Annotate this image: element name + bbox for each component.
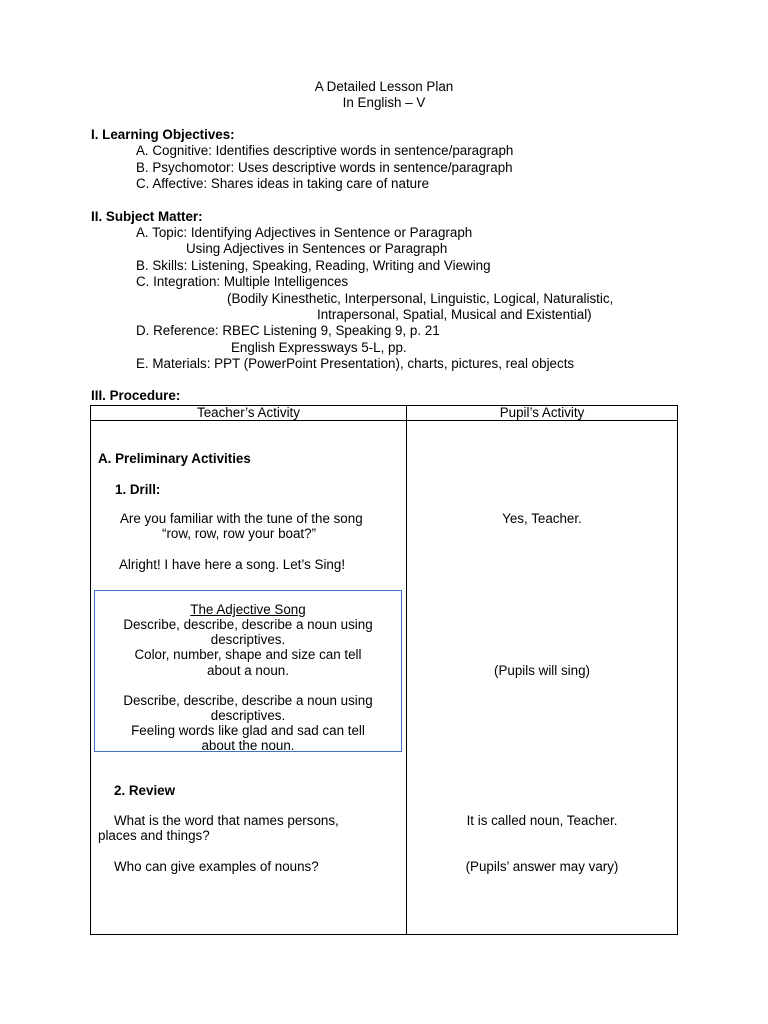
objective-affective: C. Affective: Shares ideas in taking care of nature bbox=[136, 176, 430, 191]
doc-title: A Detailed Lesson Plan bbox=[314, 79, 454, 94]
review-answer1: It is called noun, Teacher. bbox=[466, 813, 618, 828]
drill-answer: Yes, Teacher. bbox=[502, 511, 582, 526]
procedure-heading: III. Procedure: bbox=[91, 388, 181, 403]
preliminary-heading: A. Preliminary Activities bbox=[98, 451, 251, 466]
song-line: Describe, describe, describe a noun using bbox=[123, 693, 373, 708]
subject-integration: C. Integration: Multiple Intelligences bbox=[136, 274, 349, 289]
objective-cognitive: A. Cognitive: Identifies descriptive words in sentence/paragraph bbox=[136, 143, 514, 158]
objectives-heading: I. Learning Objectives: bbox=[91, 127, 235, 142]
subject-materials: E. Materials: PPT (PowerPoint Presentation), charts, pictures, real objects bbox=[136, 356, 575, 371]
review-heading: 2. Review bbox=[114, 783, 176, 798]
subject-topic-cont: Using Adjectives in Sentences or Paragraph bbox=[186, 241, 448, 256]
song-answer: (Pupils will sing) bbox=[494, 663, 590, 678]
subject-integration-cont1: (Bodily Kinesthetic, Interpersonal, Linguistic, Logical, Naturalistic, bbox=[227, 291, 614, 306]
drill-question-line2: “row, row, row your boat?” bbox=[162, 526, 317, 541]
drill-heading: 1. Drill: bbox=[115, 482, 161, 497]
subject-skills: B. Skills: Listening, Speaking, Reading, Writing and Viewing bbox=[136, 258, 491, 273]
doc-subtitle: In English – V bbox=[342, 95, 426, 110]
subject-integration-cont2: Intrapersonal, Spatial, Musical and Existential) bbox=[317, 307, 592, 322]
subject-topic: A. Topic: Identifying Adjectives in Sentence or Paragraph bbox=[136, 225, 473, 240]
drill-question-line1: Are you familiar with the tune of the song bbox=[120, 511, 363, 526]
review-question1-line1: What is the word that names persons, bbox=[114, 813, 339, 828]
subject-reference-cont: English Expressways 5-L, pp. bbox=[231, 340, 407, 355]
song-line: Feeling words like glad and sad can tell bbox=[131, 723, 365, 738]
song-line: descriptives. bbox=[210, 708, 286, 723]
song-line: Describe, describe, describe a noun using bbox=[123, 617, 373, 632]
song-line: descriptives. bbox=[210, 632, 286, 647]
song-title: The Adjective Song bbox=[190, 602, 306, 617]
objective-psychomotor: B. Psychomotor: Uses descriptive words in sentence/paragraph bbox=[136, 160, 513, 175]
subject-reference: D. Reference: RBEC Listening 9, Speaking 9, p. 21 bbox=[136, 323, 440, 338]
song-line: Color, number, shape and size can tell bbox=[134, 647, 362, 662]
col-header-pupil: Pupil’s Activity bbox=[499, 405, 585, 420]
review-question1-line2: places and things? bbox=[98, 828, 210, 843]
col-header-teacher: Teacher’s Activity bbox=[197, 405, 300, 420]
drill-intro: Alright! I have here a song. Let’s Sing! bbox=[119, 557, 346, 572]
song-line: about the noun. bbox=[201, 738, 295, 753]
review-answer2: (Pupils’ answer may vary) bbox=[465, 859, 619, 874]
song-line: about a noun. bbox=[207, 663, 289, 678]
review-question2: Who can give examples of nouns? bbox=[114, 859, 319, 874]
subject-heading: II. Subject Matter: bbox=[91, 209, 203, 224]
